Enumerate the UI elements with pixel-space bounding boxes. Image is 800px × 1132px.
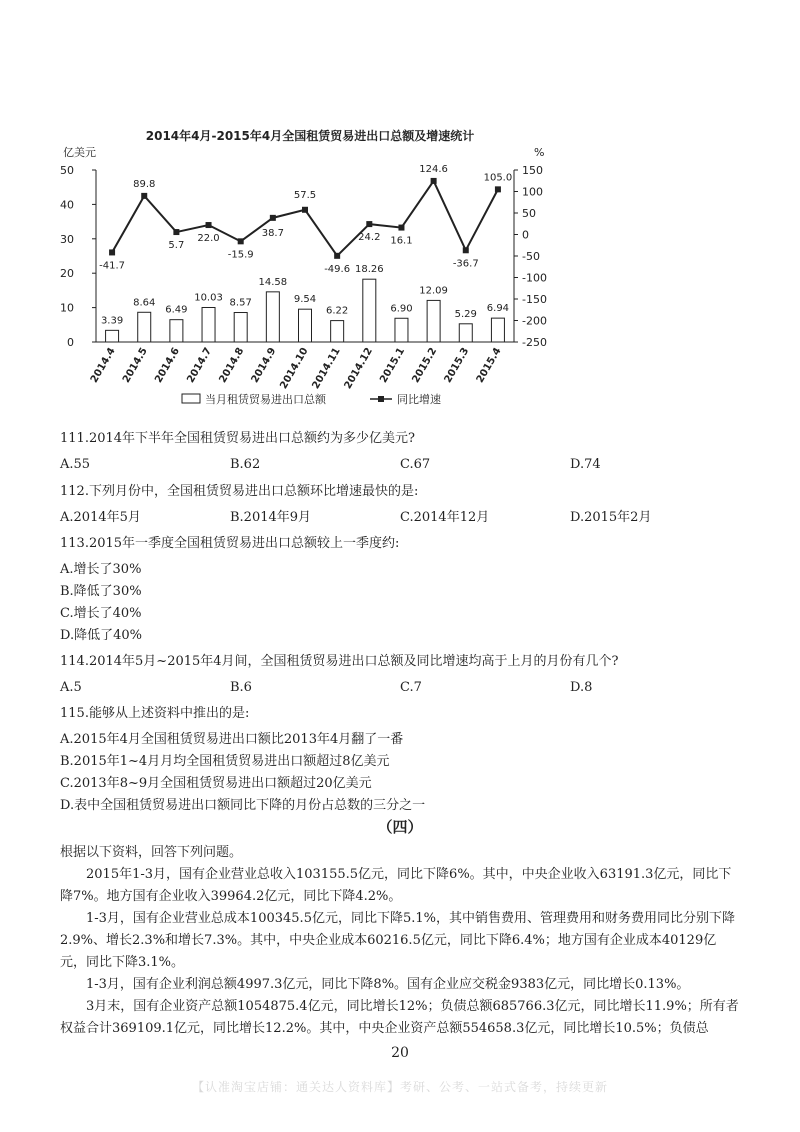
bar-value-label: 6.90 xyxy=(390,303,413,315)
q111-option-c: C.67 xyxy=(400,457,431,472)
bar xyxy=(427,300,440,342)
bar-value-label: 14.58 xyxy=(258,276,288,288)
bar xyxy=(266,292,279,342)
bar xyxy=(138,312,151,342)
y-left-tick-label: 20 xyxy=(60,267,74,281)
section-title: （四） xyxy=(377,818,423,836)
x-tick-label: 2014.11 xyxy=(310,346,343,391)
bar xyxy=(491,318,504,342)
growth-marker xyxy=(463,247,469,253)
x-tick-label: 2014.4 xyxy=(88,346,118,385)
paragraph-3: 1-3月，国有企业利润总额4997.3亿元，同比下降8%。国有企业应交税金9383亿元，同比增长0.13%。 xyxy=(86,977,690,992)
q113-option-d: D.降低了40% xyxy=(60,628,142,643)
bar xyxy=(170,320,183,342)
x-tick-label: 2014.12 xyxy=(342,346,375,391)
y-right-label: % xyxy=(534,146,545,159)
growth-value-label: 5.7 xyxy=(168,240,185,252)
q114-option-d: D.8 xyxy=(570,680,593,695)
question-112-stem: 112.下列月份中，全国租赁贸易进出口总额环比增速最快的是: xyxy=(60,484,419,499)
growth-value-label: 22.0 xyxy=(197,233,220,245)
bar xyxy=(299,309,312,342)
q115-option-a: A.2015年4月全国租赁贸易进出口额比2013年4月翻了一番 xyxy=(60,732,404,747)
bar-value-label: 5.29 xyxy=(454,308,477,320)
bar xyxy=(459,324,472,342)
growth-value-label: 38.7 xyxy=(261,227,284,239)
q111-option-b: B.62 xyxy=(230,457,261,472)
legend-bar-label: 当月租赁贸易进出口总额 xyxy=(205,393,326,406)
page-number: 20 xyxy=(391,1045,409,1061)
x-tick-label: 2015.2 xyxy=(410,346,440,385)
growth-value-label: 89.8 xyxy=(133,178,156,190)
growth-marker xyxy=(109,249,115,255)
chart-title: 2014年4月-2015年4月全国租赁贸易进出口总额及增速统计 xyxy=(145,129,475,143)
question-114-stem: 114.2014年5月~2015年4月间，全国租赁贸易进出口总额及同比增速均高于上月的月份有几个? xyxy=(60,654,619,669)
q113-option-b: B.降低了30% xyxy=(60,584,142,599)
paragraph-1: 2015年1-3月，国有企业营业总收入103155.5亿元，同比下降6%。其中，中央企业收入63191.3亿元，同比下降7%。地方国有企业收入39964.2亿元，同比下降4.2%。 xyxy=(60,867,732,904)
y-left-tick-label: 50 xyxy=(60,164,74,177)
bar-value-label: 6.94 xyxy=(486,303,510,315)
growth-marker xyxy=(173,229,179,235)
q111-option-d: D.74 xyxy=(570,457,601,472)
bar xyxy=(234,313,247,342)
y-left-tick-label: 40 xyxy=(60,198,74,212)
legend-line-marker xyxy=(378,396,384,402)
question-111-stem: 111.2014年下半年全国租赁贸易进出口总额约为多少亿美元? xyxy=(60,431,415,446)
growth-marker xyxy=(431,178,437,184)
q112-option-b: B.2014年9月 xyxy=(230,510,312,525)
plot-area xyxy=(60,164,547,391)
y-right-tick-label: 150 xyxy=(522,164,543,177)
y-right-tick-label: -100 xyxy=(522,271,547,285)
x-tick-label: 2014.7 xyxy=(185,346,215,385)
growth-value-label: -36.7 xyxy=(452,258,479,270)
question-115-stem: 115.能够从上述资料中推出的是: xyxy=(60,706,250,721)
bar-value-label: 10.03 xyxy=(194,292,223,304)
growth-marker xyxy=(302,207,308,213)
y-right-tick-label: 50 xyxy=(522,207,536,220)
x-tick-label: 2014.8 xyxy=(217,346,247,385)
q115-option-b: B.2015年1~4月月均全国租赁贸易进出口额超过8亿美元 xyxy=(60,754,390,769)
y-right-tick-label: -150 xyxy=(522,293,547,306)
x-tick-label: 2015.4 xyxy=(474,346,504,385)
x-tick-label: 2014.5 xyxy=(121,346,150,385)
x-tick-label: 2015.3 xyxy=(442,346,472,385)
legend-line-label: 同比增速 xyxy=(397,393,441,406)
q111-option-a: A.55 xyxy=(60,457,91,472)
q115-option-c: C.2013年8~9月全国租赁贸易进出口额超过20亿美元 xyxy=(60,776,372,791)
q112-option-d: D.2015年2月 xyxy=(570,510,652,525)
y-right-tick-label: 0 xyxy=(522,228,529,242)
bar-value-label: 8.64 xyxy=(133,297,156,309)
x-tick-label: 2014.9 xyxy=(249,346,279,385)
bar xyxy=(395,318,408,342)
growth-marker xyxy=(206,222,212,228)
q112-option-c: C.2014年12月 xyxy=(400,510,490,525)
paragraph-2: 1-3月，国有企业营业总成本100345.5亿元，同比下降5.1%，其中销售费用、管理费用和财务费用同比分别下降2.9%、增长2.3%和增长7.3%。其中，中央企业成本60216.5亿元，同比下降6.4%；地方国有企业成本40129亿元，同比下降3.1%。 xyxy=(60,911,735,970)
q112-option-a: A.2014年5月 xyxy=(60,510,141,525)
y-right-tick-label: -200 xyxy=(522,314,547,328)
bar-value-label: 3.39 xyxy=(100,315,124,327)
bar-value-label: 6.22 xyxy=(326,305,349,317)
growth-value-label: 57.5 xyxy=(293,189,317,201)
bar xyxy=(106,330,119,342)
intro-text: 根据以下资料，回答下列问题。 xyxy=(60,845,243,860)
growth-value-label: 105.0 xyxy=(483,172,513,184)
question-113-stem: 113.2015年一季度全国租赁贸易进出口总额较上一季度约: xyxy=(60,536,400,551)
y-left-tick-label: 0 xyxy=(67,336,74,349)
y-right-tick-label: -50 xyxy=(522,250,540,263)
bar xyxy=(202,307,215,342)
legend xyxy=(182,392,441,406)
q114-option-b: B.6 xyxy=(230,680,252,695)
bar-value-label: 9.54 xyxy=(293,294,317,306)
growth-marker xyxy=(141,193,147,199)
x-tick-label: 2014.6 xyxy=(153,346,182,385)
y-right-tick-label: 100 xyxy=(522,185,543,199)
y-left-label: 亿美元 xyxy=(63,146,96,159)
growth-marker xyxy=(366,221,372,227)
y-right-tick-label: -250 xyxy=(522,336,547,349)
bar-value-label: 18.26 xyxy=(354,264,384,276)
bar xyxy=(363,279,376,342)
chart xyxy=(40,120,600,420)
growth-marker xyxy=(334,253,340,259)
growth-value-label: -15.9 xyxy=(227,249,254,261)
growth-marker xyxy=(238,238,244,244)
bar-value-label: 12.09 xyxy=(419,285,448,297)
q114-option-c: C.7 xyxy=(400,680,422,695)
growth-value-label: -41.7 xyxy=(99,260,126,272)
legend-bar-swatch xyxy=(182,394,200,403)
bar xyxy=(331,321,344,342)
paragraph-4: 3月末，国有企业资产总额1054875.4亿元，同比增长12%；负债总额685766.3亿元，同比增长11.9%；所有者权益合计369109.1亿元，同比增长12.2%。其中，中央企业资产总额554658.3亿元，同比增长10.5%；负债总 xyxy=(60,999,739,1036)
q115-option-d: D.表中全国租赁贸易进出口额同比下降的月份占总数的三分之一 xyxy=(60,798,426,813)
growth-value-label: 24.2 xyxy=(358,232,381,244)
x-tick-label: 2015.1 xyxy=(378,346,408,385)
bar-value-label: 6.49 xyxy=(165,304,188,316)
bar-value-label: 8.57 xyxy=(229,297,252,309)
q113-option-a: A.增长了30% xyxy=(60,562,142,577)
growth-value-label: -49.6 xyxy=(324,263,351,275)
growth-marker xyxy=(270,215,276,221)
growth-value-label: 124.6 xyxy=(419,163,448,175)
y-left-tick-label: 30 xyxy=(60,232,74,246)
growth-marker xyxy=(398,225,404,231)
q114-option-a: A.5 xyxy=(60,680,82,695)
growth-marker xyxy=(495,186,501,192)
footer-watermark: 【认准淘宝店铺：通关达人资料库】考研、公考、一站式备考，持续更新 xyxy=(191,1080,608,1094)
x-tick-label: 2014.10 xyxy=(278,346,311,391)
y-left-tick-label: 10 xyxy=(60,301,74,315)
q113-option-c: C.增长了40% xyxy=(60,606,142,621)
growth-value-label: 16.1 xyxy=(390,235,413,247)
